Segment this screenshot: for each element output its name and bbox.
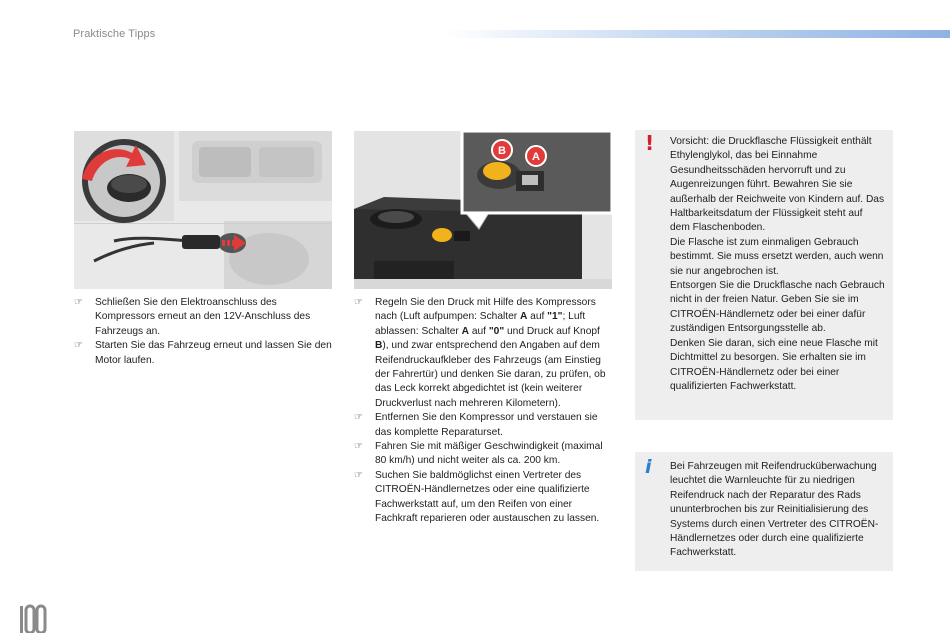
hand-pointer-icon: ☞: [354, 412, 363, 424]
position-0-ref: "0": [488, 325, 505, 337]
list-item: [74, 339, 332, 368]
hand-pointer-icon: ☞: [354, 441, 363, 453]
step-text: Entfernen Sie den Kompressor und verstauen sie das komplette Reparaturset.: [375, 412, 598, 438]
switch-a-ref: A: [461, 325, 470, 337]
page-number-mark-icon: [18, 598, 48, 633]
hand-pointer-icon: ☞: [74, 297, 83, 308]
compressor-illustration: [354, 131, 612, 289]
warning-paragraph: Denken Sie daran, sich eine neue Flasche mit Dichtmittel zu besorgen. Sie erhalten sie im CITROËN-Händlernetz oder bei einer qualifizierten Fachwerkstatt.: [670, 337, 878, 392]
list-item: [354, 469, 616, 527]
switch-a-ref: A: [519, 311, 528, 323]
car-socket-illustration: [74, 131, 332, 289]
warning-box: [635, 130, 893, 420]
warning-paragraph: Die Flasche ist zum einmaligen Gebrauch bestimmt. Sie muss ersetzt werden, auch wenn sie nur angebrochen ist.: [670, 236, 884, 277]
step-text: Regeln Sie den Druck mit Hilfe des Kompressors nach (Luft aufpumpen: Schalter A auf "1"; Luft ablassen: Schalter A auf "0" und Druck auf Knopf B), und zwar entsprechend den Angaben auf dem Reifendruckaufkleber des Fahrzeugs (am Einstieg der Fahrertür) und denken Sie daran, zu prüfen, ob das Leck korrekt abgedichtet ist (kein weiterer Druckverlust nach mehreren Kilometern).: [375, 297, 606, 409]
warning-paragraph: Vorsicht: die Druckflasche Flüssigkeit enthält Ethylenglykol, das bei Einnahme Gesundheitsschäden hervorruft und zu Augenreizungen führt. Bewahren Sie sie außerhalb der Reichweite von Kindern auf. Das Haltbarkeitsdatum der Flüssigkeit steht auf dem Flaschenboden.: [670, 136, 885, 234]
compressor-switch-photo: [354, 131, 612, 289]
list-item: [354, 440, 616, 469]
hand-pointer-icon: ☞: [354, 469, 363, 481]
list-item: [354, 296, 616, 411]
info-icon: i: [645, 456, 652, 478]
step-text: Starten Sie das Fahrzeug erneut und lassen Sie den Motor laufen.: [95, 340, 332, 366]
info-box: [635, 452, 893, 571]
warning-paragraph: Entsorgen Sie die Druckflasche nach Gebrauch nicht in der freien Natur. Geben Sie sie im CITROËN-Händlernetz oder bei einer dafür zuständigen Entsorgungsstelle ab.: [670, 280, 885, 335]
button-b-ref: B: [375, 340, 383, 352]
step-text: Suchen Sie baldmöglichst einen Vertreter des CITROËN-Händlernetzes oder eine qualifizierte Fachwerkstatt auf, um den Reifen von einer Fachkraft reparieren oder austauschen zu lassen.: [375, 469, 600, 525]
info-text: Bei Fahrzeugen mit Reifendrucküberwachung leuchtet die Warnleuchte für zu niedrigen Reifendruck nach der Reparatur des Rads ununterbrochen bis zur Reinitialisierung des Systems durch einen Vertreter des CITROËN-Händlernetzes oder durch eine qualifizierte Fachwerkstatt.: [670, 461, 879, 559]
mid-instructions: [354, 296, 616, 527]
step-text: Fahren Sie mit mäßiger Geschwindigkeit (maximal 80 km/h) und nicht weiter als ca. 200 km.: [375, 441, 603, 467]
list-item: [74, 296, 332, 339]
step-text: Schließen Sie den Elektroanschluss des Kompressors erneut an den 12V-Anschluss des Fahrzeugs an.: [95, 297, 311, 337]
car-12v-socket-photo: [74, 131, 332, 289]
left-instructions: [74, 296, 332, 368]
list-item: [354, 411, 616, 440]
label-b: B: [498, 145, 506, 157]
label-a: A: [532, 151, 540, 163]
section-title: Praktische Tipps: [73, 28, 156, 40]
hand-pointer-icon: ☞: [74, 340, 83, 352]
header-gradient-bar: [445, 30, 950, 38]
warning-exclamation-icon: !: [645, 131, 655, 155]
position-1-ref: "1": [547, 311, 563, 323]
hand-pointer-icon: ☞: [354, 297, 363, 308]
